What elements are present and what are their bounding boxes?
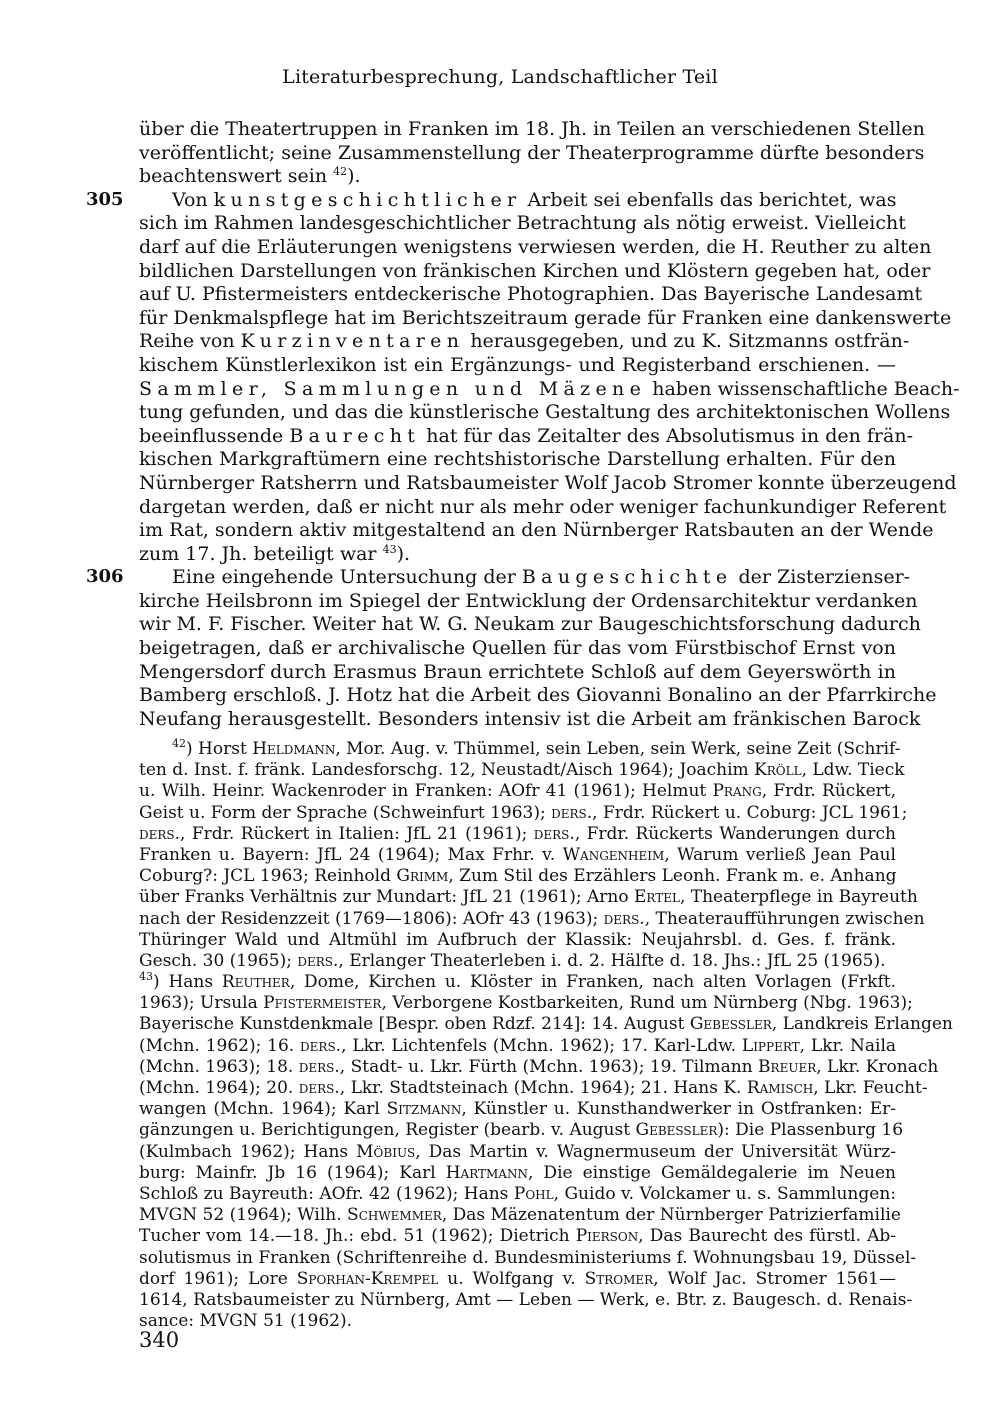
author-name: Pfistermeister	[263, 993, 382, 1014]
footnote-line	[139, 1099, 896, 1120]
author-name: Pierson	[575, 1226, 639, 1247]
author-name: Ertel	[633, 887, 680, 908]
line-text: , Lkr. Kronach	[816, 1056, 939, 1077]
line-text: , Künstler u. Kunsthandwerker in Ostfranken: Er-	[461, 1099, 896, 1120]
line-text: haben wissenschaftliche Beach-	[652, 377, 960, 400]
footnote-line	[139, 1036, 896, 1057]
line-text: u. Wolfgang v.	[447, 1268, 576, 1289]
line-text: , Verborgene Kostbarkeiten, Rund um Nürnberg (Nbg. 1963);	[381, 993, 913, 1014]
line-text: , Wolf Jac. Stromer 1561—	[653, 1268, 896, 1289]
author-name: Heldmann	[252, 739, 336, 759]
footnote-line	[139, 781, 896, 802]
author-name: Kröll	[754, 760, 802, 781]
line-text: MVGN 52 (1964); Wilh.	[139, 1205, 342, 1226]
footnote-line	[139, 1078, 928, 1099]
line-text: , Frdr. Rückert in Italien: JfL 21 (1961);	[180, 823, 528, 844]
line-text: , Lkr. Naila	[799, 1035, 897, 1056]
line-text: , Theaterpflege in Bayreuth	[679, 887, 918, 908]
text-line: Mengersdorf durch Erasmus Braun errichtete Schloß auf dem Geyerswörth in	[139, 660, 896, 683]
footnote-43	[139, 970, 953, 1332]
author-name: ders.	[300, 1035, 342, 1056]
author-name: Schwemmer	[347, 1205, 442, 1226]
text-line: dargetan werden, daß er nicht nur als mehr oder weniger fachunkundiger Referent	[139, 495, 947, 518]
text-line: wir M. F. Fischer. Weiter hat W. G. Neukam zur Baugeschichtsforschung dadurch	[139, 613, 921, 636]
author-name: ders.	[297, 950, 339, 971]
paragraph-continuation	[139, 118, 925, 189]
text-line: beigetragen, daß er archivalische Quellen für das vom Fürstbischof Ernst von	[139, 637, 896, 660]
footnote-ref: 42	[333, 165, 348, 179]
text-line	[139, 330, 910, 354]
footnote-line	[139, 1056, 939, 1078]
line-text: , Warum verließ Jean Paul	[664, 844, 896, 865]
line-text: ) Horst	[186, 739, 247, 759]
text-line: darf auf die Erläuterungen wenigstens verwiesen werden, die H. Reuther zu alten	[139, 235, 932, 258]
line-text: ten d. Inst. f. fränk. Landesforschg. 12, Neustadt/Aisch 1964); Joachim	[139, 760, 749, 781]
footnote-line	[139, 1269, 896, 1290]
text-line: tung gefunden, und das die künstlerische Gestaltung des architektonischen Wollens	[139, 401, 951, 424]
spaced-term: Baurecht	[289, 424, 421, 447]
footnote-line	[139, 951, 896, 972]
author-name: Stromer	[584, 1268, 654, 1289]
line-text: , Landkreis Erlangen	[771, 1014, 953, 1035]
footnote-line	[139, 737, 901, 760]
line-text: , Lkr. Stadtsteinach (Mchn. 1964); 21. Hans K.	[339, 1078, 742, 1098]
line-text: ): Die Plassenburg 16	[717, 1120, 904, 1141]
text-line: bildlichen Darstellungen von fränkischen Kirchen und Klöstern gegeben hat, oder	[139, 259, 931, 282]
line-text: dorf 1961); Lore	[139, 1268, 288, 1289]
paragraph-305	[86, 188, 960, 567]
line-text: Bayerische Kunstdenkmale [Bespr. oben Rdzf. 214]: 14. August	[139, 1014, 685, 1035]
footnotes	[139, 737, 953, 1332]
author-name: Wangenheim	[562, 844, 665, 865]
line-text: burg: Mainfr. Jb 16 (1964); Karl	[139, 1162, 436, 1183]
footnote-line	[139, 993, 913, 1014]
line-text: Arbeit sei ebenfalls das berichtet, was	[527, 188, 897, 211]
line-text: , Frdr. Rückert,	[761, 781, 897, 802]
line-text: , Lkr. Lichtenfels (Mchn. 1962); 17. Karl-Ldw.	[341, 1035, 737, 1056]
line-text: 1963); Ursula	[139, 993, 258, 1014]
line-text: , Frdr. Rückert u. Coburg: JCL 1961;	[592, 802, 908, 823]
line-text: , Dome, Kirchen u. Klöster in Franken, nach alten Vorlagen (Frkft.	[289, 972, 896, 993]
line-text: zum 17. Jh. beteiligt war	[139, 542, 377, 565]
footnote-line	[139, 760, 905, 781]
author-name: ders.	[551, 802, 593, 823]
line-text: , Die einstige Gemäldegalerie im Neuen	[527, 1162, 896, 1183]
line-text: Franken u. Bayern: JfL 24 (1964); Max Frhr. v.	[139, 844, 556, 865]
line-text: , Stadt- u. Lkr. Fürth (Mchn. 1963); 19. Tilmann	[339, 1056, 753, 1077]
line-text: gänzungen u. Berichtigungen, Register (bearb. v. August	[139, 1120, 631, 1141]
author-name: ders.	[603, 908, 645, 929]
line-text: (Mchn. 1962); 16.	[139, 1035, 295, 1056]
footnote-line	[139, 1184, 896, 1205]
text-line: Nürnberger Ratsherrn und Ratsbaumeister Wolf Jacob Stromer konnte überzeugend	[139, 471, 957, 494]
margin-number: 306	[86, 566, 124, 588]
line-text: beeinflussende	[139, 424, 284, 447]
footnote-line	[139, 845, 896, 866]
line-text: (Kulmbach 1962); Hans	[139, 1141, 349, 1162]
line-text: ).	[396, 542, 411, 565]
footnote-42	[139, 737, 925, 972]
text-line	[139, 189, 896, 213]
footnote-line	[139, 1014, 953, 1035]
author-name: Breuer	[758, 1056, 817, 1077]
author-name: Gebessler	[689, 1014, 772, 1035]
author-name: Lippert	[741, 1035, 800, 1056]
footnote-line	[139, 1120, 904, 1141]
footnote-line	[139, 866, 896, 887]
footnote-line: solutismus in Franken (Schriftenreihe d. Bundesministeriums f. Wohnungsbau 19, Düssel-	[139, 1247, 917, 1268]
text-line: Neufang herausgestellt. Besonders intensiv ist die Arbeit am fränkischen Barock	[139, 707, 921, 730]
line-text: ).	[347, 165, 361, 188]
line-text: ) Hans	[153, 972, 214, 993]
line-text: Eine eingehende Untersuchung der	[172, 566, 516, 589]
author-name: ders.	[298, 1078, 340, 1098]
footnote-line	[139, 887, 918, 908]
footnote-line	[139, 1163, 896, 1184]
text-line: sich im Rahmen landesgeschichtlicher Betrachtung als nötig erweist. Vielleicht	[139, 212, 906, 235]
footnote-ref: 43	[382, 542, 397, 556]
footnote-marker: 43	[139, 970, 153, 984]
text-line	[139, 566, 911, 590]
footnote-line	[139, 1205, 901, 1226]
line-text: nach der Residenzzeit (1769—1806): AOfr 43 (1963);	[139, 908, 599, 929]
footnote-line: 1614, Ratsbaumeister zu Nürnberg, Amt — Leben — Werk, e. Btr. z. Baugesch. d. Renais-	[139, 1289, 913, 1310]
author-name: Ramisch	[746, 1078, 814, 1098]
text-line	[139, 377, 960, 402]
author-name: Pohl	[513, 1183, 554, 1204]
line-text: , Das Baurecht des fürstl. Ab-	[638, 1226, 896, 1247]
author-name: Gebessler	[635, 1120, 718, 1141]
text-line: kischem Künstlerlexikon ist ein Ergänzungs- und Registerband erschienen. —	[139, 353, 896, 376]
author-name: Prang	[712, 781, 762, 802]
footnote-line	[139, 824, 896, 845]
line-text: über Franks Verhältnis zur Mundart: JfL 21 (1961); Arno	[139, 887, 629, 908]
text-line: kirche Heilsbronn im Spiegel der Entwicklung der Ordensarchitektur verdanken	[139, 589, 918, 612]
text-line: Bamberg erschloß. J. Hotz hat die Arbeit des Giovanni Bonalino an der Pfarrkirche	[139, 684, 937, 707]
footnote-line	[139, 1226, 896, 1247]
text-line: für Denkmalspflege hat im Berichtszeitraum gerade für Franken eine dankenswerte	[139, 306, 952, 329]
line-text: (Mchn. 1963); 18.	[139, 1056, 294, 1077]
line-text: wangen (Mchn. 1964); Karl	[139, 1099, 380, 1120]
line-text: , Das Mäzenatentum der Nürnberger Patrizierfamilie	[441, 1205, 901, 1226]
footnote-marker: 42	[172, 737, 186, 750]
line-text: Tucher vom 14.—18. Jh.: ebd. 51 (1962); Dietrich	[139, 1226, 570, 1247]
text-line: auf U. Pfistermeisters entdeckerische Photographien. Das Bayerische Landesamt	[139, 283, 923, 306]
author-name: Sitzmann	[386, 1099, 462, 1120]
author-name: ders.	[533, 823, 575, 844]
author-name: Hartmann	[445, 1162, 528, 1183]
text-line	[139, 543, 896, 567]
author-name: Grimm	[396, 866, 449, 887]
line-text: Geist u. Form der Sprache (Schweinfurt 1963);	[139, 802, 546, 823]
spaced-term: Baugeschichte	[521, 566, 733, 589]
footnote-line	[139, 1142, 896, 1163]
line-text: Gesch. 30 (1965);	[139, 950, 292, 971]
text-line: über die Theatertruppen in Franken im 18. Jh. in Teilen an verschiedenen Stellen	[139, 118, 925, 140]
line-text: , Theateraufführungen zwischen	[644, 908, 925, 929]
text-line	[139, 165, 896, 189]
line-text: Coburg?: JCL 1963; Reinhold	[139, 866, 391, 887]
paragraph-306	[86, 566, 937, 731]
line-text: herausgegeben, und zu K. Sitzmanns ostfrän-	[470, 330, 910, 353]
running-head: Literaturbesprechung, Landschaftlicher Teil	[282, 66, 718, 88]
line-text: , Frdr. Rückerts Wanderungen durch	[574, 823, 897, 844]
line-text: , Das Martin v. Wagnermuseum der Universität Würz-	[415, 1141, 897, 1162]
line-text: , Erlanger Theaterleben i. d. 2. Hälfte d. 18. Jhs.: JfL 25 (1965).	[338, 950, 886, 971]
footnote-line: Thüringer Wald und Altmühl im Aufbruch der Klassik: Neujahrsbl. d. Ges. f. fränk.	[139, 929, 896, 950]
spaced-term: kunstgeschichtlicher	[213, 188, 522, 211]
line-text: , Ldw. Tieck	[801, 760, 905, 781]
footnote-line	[139, 972, 896, 993]
line-text: Von	[172, 188, 208, 211]
line-text: Reihe von	[139, 330, 235, 353]
text-line: kischen Markgraftümern eine rechtshistorische Darstellung erhalten. Für den	[139, 448, 896, 471]
author-name: ders.	[298, 1056, 340, 1077]
footnote-line: sance: MVGN 51 (1962).	[139, 1311, 353, 1332]
line-text: hat für das Zeitalter des Absolutismus in den frän-	[426, 424, 913, 447]
line-text: , Lkr. Feucht-	[813, 1078, 928, 1098]
margin-number: 305	[86, 188, 124, 210]
line-text: Schloß zu Bayreuth: AOfr. 42 (1962); Hans	[139, 1183, 509, 1204]
text-line	[139, 424, 913, 449]
footnote-line	[139, 802, 908, 824]
line-text: u. Wilh. Heinr. Wackenroder in Franken: AOfr 41 (1961); Helmut	[139, 781, 707, 802]
author-name: Möbius	[356, 1141, 416, 1162]
author-name: ders.	[139, 823, 181, 844]
author-name: Sporhan-Krempel	[296, 1268, 439, 1289]
spaced-term: Sammler, Sammlungen und Mäzene	[139, 377, 647, 400]
line-text: der Zisterzienser-	[738, 566, 911, 589]
footnote-line	[139, 908, 925, 930]
page-number: 340	[139, 1328, 180, 1352]
body-text	[86, 118, 960, 731]
line-text: , Mor. Aug. v. Thümmel, sein Leben, sein Werk, seine Zeit (Schrif-	[335, 739, 901, 759]
spaced-term: Kurzinventaren	[240, 330, 465, 353]
line-text: , Guido v. Volckamer u. s. Sammlungen:	[553, 1183, 896, 1204]
text-line: veröffentlicht; seine Zusammenstellung der Theaterprogramme dürfte besonders	[139, 141, 925, 164]
author-name: Reuther	[221, 972, 290, 993]
line-text: , Zum Stil des Erzählers Leonh. Frank m. e. Anhang	[448, 866, 897, 887]
text-line: im Rat, sondern aktiv mitgestaltend an den Nürnberger Ratsbauten an der Wende	[139, 519, 934, 542]
line-text: (Mchn. 1964); 20.	[139, 1078, 294, 1098]
line-text: beachtenswert sein	[139, 165, 328, 188]
